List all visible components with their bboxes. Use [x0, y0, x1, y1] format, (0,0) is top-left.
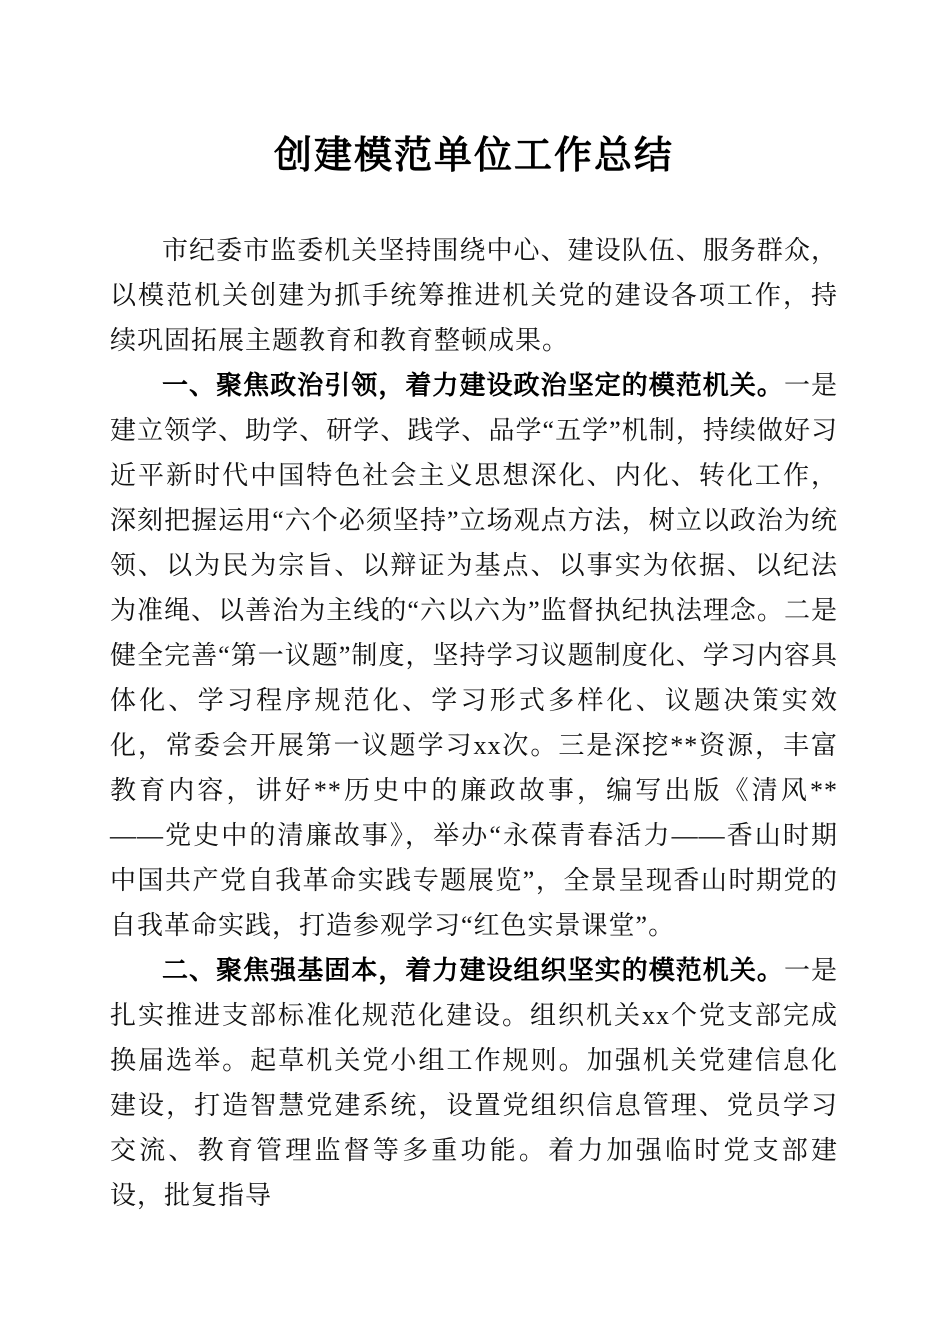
- paragraph-section-1: [110, 363, 838, 948]
- section-1-heading: 一、聚焦政治引领，着力建设政治坚定的模范机关。: [162, 370, 784, 400]
- paragraph-text: 市纪委市监委机关坚持围绕中心、建设队伍、服务群众，以模范机关创建为抓手统筹推进机关党的建设各项工作，持续巩固拓展主题教育和教育整顿成果。: [110, 236, 838, 355]
- paragraph-intro: [110, 228, 838, 363]
- document-title: 创建模范单位工作总结: [273, 135, 674, 177]
- paragraph-text: 一是建立领学、助学、研学、践学、品学“五学”机制，持续做好习近平新时代中国特色社会主义思想深化、内化、转化工作，深刻把握运用“六个必须坚持”立场观点方法，树立以政治为统领、以为民为宗旨、以辩证为基点、以事实为依据、以纪法为准绳、以善治为主线的“六以六为”监督执纪执法理念。二是健全完善“第一议题”制度，坚持学习议题制度化、学习内容具体化、学习程序规范化、学习形式多样化、议题决策实效化，常委会开展第一议题学习xx次。三是深挖**资源，丰富教育内容，讲好**历史中的廉政故事，编写出版《清风**——党史中的清廉故事》，举办“永葆青春活力——香山时期中国共产党自我革命实践专题展览”，全景呈现香山时期党的自我革命实践，打造参观学习“红色实景课堂”。: [110, 371, 838, 940]
- paragraph-text: 一是扎实推进支部标准化规范化建设。组织机关xx个党支部完成换届选举。起草机关党小组工作规则。加强机关党建信息化建设，打造智慧党建系统，设置党组织信息管理、党员学习交流、教育管理监督等多重功能。着力加强临时党支部建设，批复指导: [110, 956, 838, 1210]
- paragraph-section-2: [110, 948, 838, 1218]
- section-2-heading: 二、聚焦强基固本，着力建设组织坚实的模范机关。: [162, 955, 784, 985]
